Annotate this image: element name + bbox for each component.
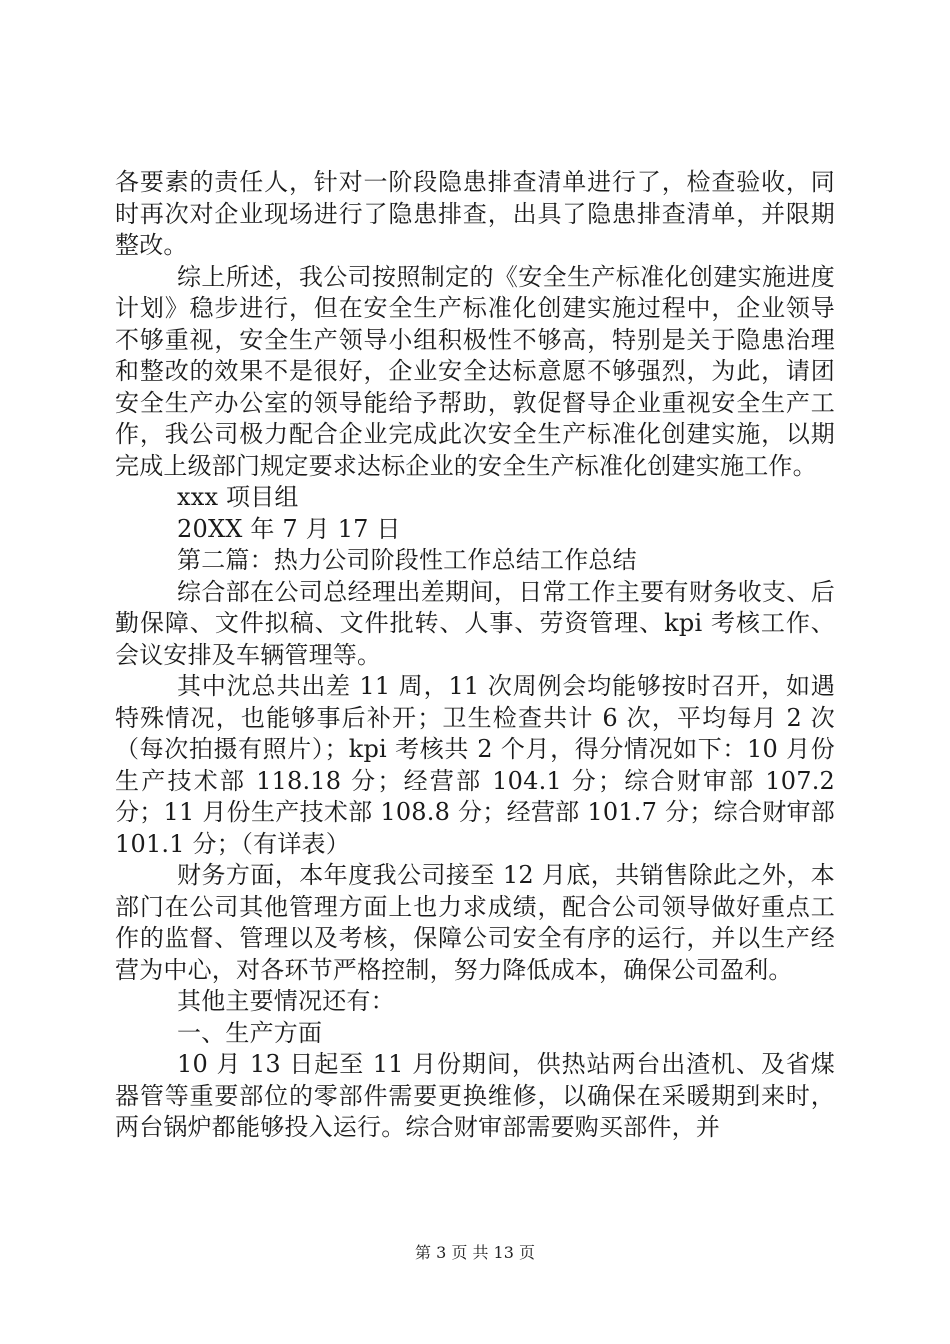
signature-project-group: xxx 项目组 xyxy=(177,483,299,511)
paragraph-finance: 财务方面，本年度我公司接至 12 月底，共销售除此之外，本部门在公司其他管理方面上也力求成绩，配合公司领导做好重点工作的监督、管理以及考核，保障公司安全有序的运行，并以生产经营为中心，对各环节严格控制，努力降低成本，确保公司盈利。 xyxy=(115,861,835,984)
signature-date: 20XX 年 7 月 17 日 xyxy=(177,514,401,543)
document-body xyxy=(115,167,835,1144)
paragraph-kpi: 其中沈总共出差 11 周，11 次周例会均能够按时召开，如遇特殊情况，也能够事后补开；卫生检查共计 6 次，平均每月 2 次（每次拍摄有照片）；kpi 考核共 2 个月，得分情况如下：10 月份生产技术部 118.18 分；经营部 104.1 分；综合财审部 107.2 分；11 月份生产技术部 108.8 分；经营部 101.7 分；综合财审部 101.1 分；（有详表） xyxy=(115,672,835,858)
paragraph-summary: 综上所述，我公司按照制定的《安全生产标准化创建实施进度计划》稳步进行，但在安全生产标准化创建实施过程中，企业领导不够重视，安全生产领导小组积极性不够高，特别是关于隐患治理和整改的效果不是很好，企业安全达标意愿不够强烈，为此，请团安全生产办公室的领导能给予帮助，敦促督导企业重视安全生产工作，我公司极力配合企业完成此次安全生产标准化创建实施，以期完成上级部门规定要求达标企业的安全生产标准化创建实施工作。 xyxy=(115,262,835,480)
page-footer: 第 3 页 共 13 页 xyxy=(415,1243,535,1262)
subheading-production: 一、生产方面 xyxy=(177,1018,323,1047)
paragraph-continuation: 各要素的责任人，针对一阶段隐患排查清单进行了，检查验收，同时再次对企业现场进行了隐患排查，出具了隐患排查清单，并限期整改。 xyxy=(115,168,835,259)
section-heading: 第二篇：热力公司阶段性工作总结工作总结 xyxy=(177,546,637,574)
paragraph-other: 其他主要情况还有： xyxy=(177,987,395,1015)
paragraph-duties: 综合部在公司总经理出差期间，日常工作主要有财务收支、后勤保障、文件拟稿、文件批转、人事、劳资管理、kpi 考核工作、会议安排及车辆管理等。 xyxy=(115,577,835,669)
paragraph-production: 10 月 13 日起至 11 月份期间，供热站两台出渣机、及省煤器管等重要部位的零部件需要更换维修，以确保在采暖期到来时，两台锅炉都能够投入运行。综合财审部需要购买部件，并 xyxy=(115,1050,835,1141)
